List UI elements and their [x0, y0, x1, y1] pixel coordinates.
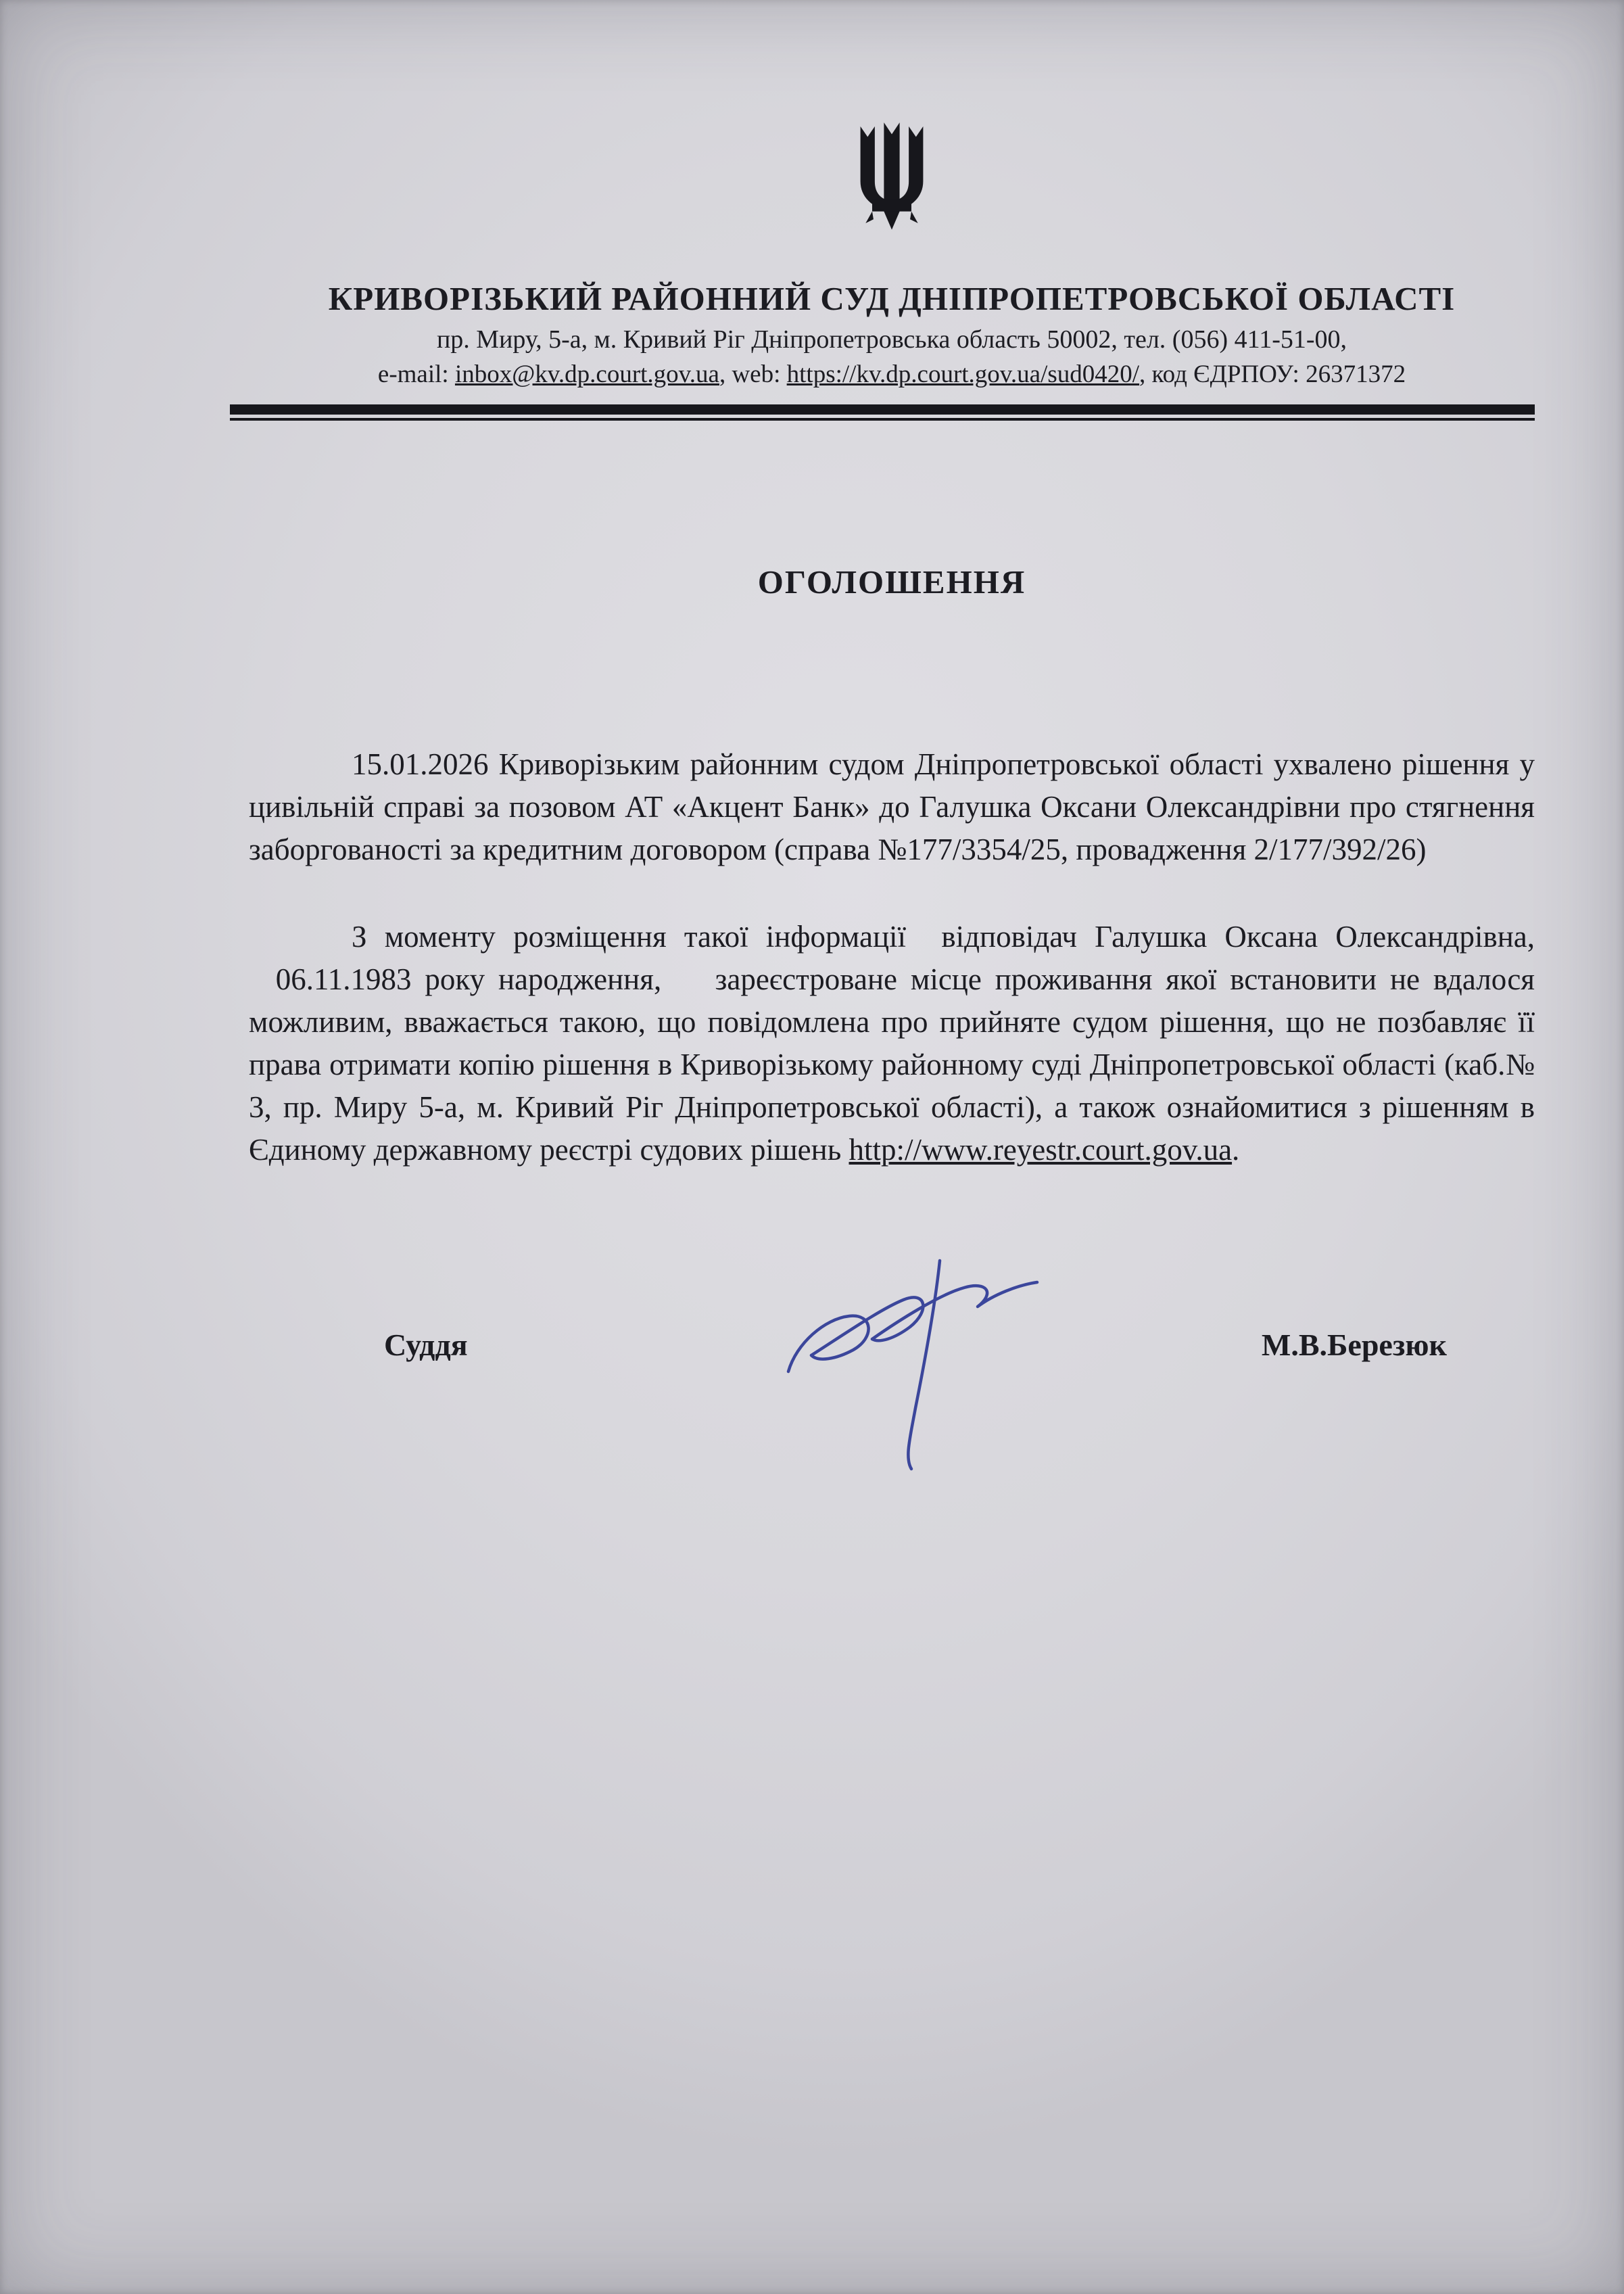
- notice-text: З моменту розміщення такої інформації відповідач Галушка Оксана Олександрівна, 06.11.1983 року народження, зареєстроване місце проживання якої встановити не вдалося можливим, вважається такою, що повідомлена про прийняте судом рішення, що не позбавляє її права отримати копію рішення в Криворізькому районному суді Дніпропетровської області (каб.№ 3, пр. Миру 5-а, м. Кривий Ріг Дніпропетровської області), а також ознайомитися з рішенням в Єдиному державному реєстрі судових рішень: [249, 920, 1535, 1167]
- edrpou-code: , код ЄДРПОУ: 26371372: [1139, 360, 1406, 388]
- announcement-body: [249, 563, 1535, 1363]
- web-link[interactable]: https://kv.dp.court.gov.ua/sud0420/: [786, 360, 1140, 388]
- court-address-line: пр. Миру, 5-а, м. Кривий Ріг Дніпропетровська область 50002, тел. (056) 411-51-00,: [436, 325, 1347, 354]
- registry-link[interactable]: http://www.reyestr.court.gov.ua: [849, 1133, 1233, 1167]
- ukraine-trident-emblem-icon: [853, 114, 931, 254]
- paragraph-defendant-notice: [249, 916, 1535, 1171]
- signature-block: [249, 1327, 1535, 1363]
- sentence-period: .: [1232, 1133, 1240, 1167]
- court-name: КРИВОРІЗЬКИЙ РАЙОННИЙ СУД ДНІПРОПЕТРОВСЬКОЇ ОБЛАСТІ: [328, 280, 1456, 317]
- judge-name: М.В.Березюк: [1261, 1328, 1447, 1363]
- court-letterhead: [249, 114, 1535, 421]
- letterhead-divider: [230, 404, 1535, 421]
- email-label: e-mail:: [377, 360, 455, 388]
- divider-thin-line: [230, 418, 1535, 421]
- handwritten-signature: [769, 1251, 1067, 1478]
- paragraph-court-decision: 15.01.2026 Криворізьким районним судом Дніпропетровської області ухвалено рішення у цивільній справі за позовом АТ «Акцент Банк» до Галушка Оксани Олександрівни про стягнення заборгованості за кредитним договором (справа №177/3354/25, провадження 2/177/392/26): [249, 747, 1535, 867]
- judge-role-label: Суддя: [384, 1328, 468, 1363]
- court-contact-line: [249, 360, 1535, 390]
- divider-thick-line: [230, 404, 1535, 415]
- document-title: ОГОЛОШЕННЯ: [757, 563, 1026, 601]
- email-link[interactable]: inbox@kv.dp.court.gov.ua: [454, 360, 719, 388]
- web-label: , web:: [719, 360, 787, 388]
